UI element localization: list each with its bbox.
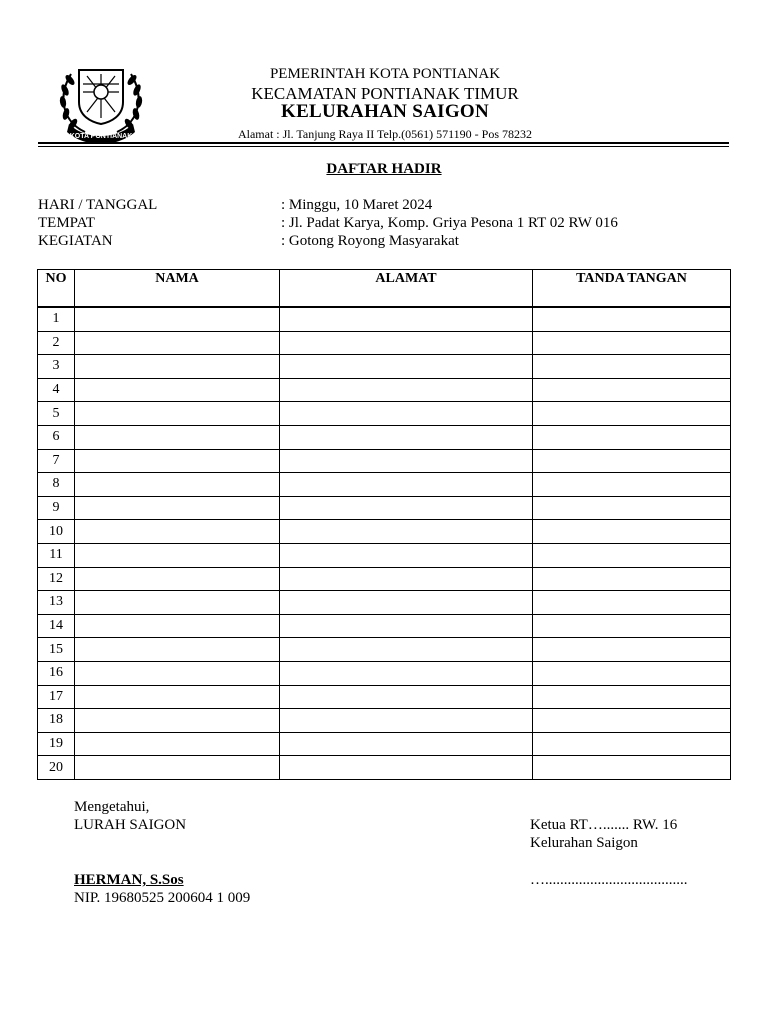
rt-village: Kelurahan Saigon xyxy=(530,835,638,851)
info-value-activity: : Gotong Royong Masyarakat xyxy=(281,233,459,249)
address-cell[interactable] xyxy=(280,449,533,473)
acknowledged-label: Mengetahui, xyxy=(74,799,150,815)
name-cell[interactable] xyxy=(75,402,280,426)
table-row xyxy=(38,685,731,709)
row-number: 7 xyxy=(38,449,75,473)
signature-cell[interactable] xyxy=(533,402,731,426)
signature-cell[interactable] xyxy=(533,709,731,733)
rt-head-title: Ketua RT…....... RW. 16 xyxy=(530,817,678,833)
name-cell[interactable] xyxy=(75,661,280,685)
table-row xyxy=(38,520,731,544)
rt-head-signature-line: …...................................... xyxy=(530,872,688,888)
name-cell[interactable] xyxy=(75,591,280,615)
address-cell[interactable] xyxy=(280,732,533,756)
address-cell[interactable] xyxy=(280,685,533,709)
row-number: 12 xyxy=(38,567,75,591)
row-number: 18 xyxy=(38,709,75,733)
table-header-row xyxy=(38,270,731,308)
address-cell[interactable] xyxy=(280,591,533,615)
attendance-table xyxy=(37,269,731,780)
name-cell[interactable] xyxy=(75,614,280,638)
address-cell[interactable] xyxy=(280,543,533,567)
info-label-date: HARI / TANGGAL xyxy=(38,197,158,213)
header-divider-thick xyxy=(38,142,729,144)
name-cell[interactable] xyxy=(75,449,280,473)
row-number: 2 xyxy=(38,331,75,355)
lurah-name: HERMAN, S.Sos xyxy=(74,872,184,888)
address-cell[interactable] xyxy=(280,473,533,497)
name-cell[interactable] xyxy=(75,638,280,662)
address-cell[interactable] xyxy=(280,661,533,685)
header-divider-thin xyxy=(38,146,729,147)
address-cell[interactable] xyxy=(280,756,533,780)
table-row xyxy=(38,331,731,355)
row-number: 19 xyxy=(38,732,75,756)
row-number: 13 xyxy=(38,591,75,615)
name-cell[interactable] xyxy=(75,756,280,780)
lurah-title: LURAH SAIGON xyxy=(74,817,187,833)
name-cell[interactable] xyxy=(75,543,280,567)
lurah-nip: NIP. 19680525 200604 1 009 xyxy=(74,890,251,906)
signature-cell[interactable] xyxy=(533,685,731,709)
table-row xyxy=(38,473,731,497)
name-cell[interactable] xyxy=(75,496,280,520)
row-number: 17 xyxy=(38,685,75,709)
name-cell[interactable] xyxy=(75,709,280,733)
signature-cell[interactable] xyxy=(533,567,731,591)
table-row xyxy=(38,756,731,780)
column-header-address: ALAMAT xyxy=(280,270,533,308)
signature-cell[interactable] xyxy=(533,355,731,379)
row-number: 8 xyxy=(38,473,75,497)
address-cell[interactable] xyxy=(280,709,533,733)
row-number: 5 xyxy=(38,402,75,426)
info-value-place: : Jl. Padat Karya, Komp. Griya Pesona 1 RT 02 RW 016 xyxy=(281,215,618,231)
table-row xyxy=(38,402,731,426)
row-number: 11 xyxy=(38,543,75,567)
address-cell[interactable] xyxy=(280,307,533,331)
column-header-name: NAMA xyxy=(75,270,280,308)
city-emblem-logo xyxy=(55,62,147,144)
row-number: 3 xyxy=(38,355,75,379)
signature-cell[interactable] xyxy=(533,378,731,402)
header-line-village: KELURAHAN SAIGON xyxy=(280,101,490,122)
table-row xyxy=(38,425,731,449)
name-cell[interactable] xyxy=(75,425,280,449)
address-cell[interactable] xyxy=(280,355,533,379)
table-row xyxy=(38,307,731,331)
row-number: 15 xyxy=(38,638,75,662)
signature-cell[interactable] xyxy=(533,732,731,756)
header-line-district: KECAMATAN PONTIANAK TIMUR xyxy=(251,84,519,103)
column-header-signature: TANDA TANGAN xyxy=(533,270,731,308)
name-cell[interactable] xyxy=(75,331,280,355)
address-cell[interactable] xyxy=(280,402,533,426)
document-title: DAFTAR HADIR xyxy=(326,161,442,177)
row-number: 16 xyxy=(38,661,75,685)
row-number: 6 xyxy=(38,425,75,449)
address-cell[interactable] xyxy=(280,567,533,591)
signature-cell[interactable] xyxy=(533,425,731,449)
signature-cell[interactable] xyxy=(533,756,731,780)
signature-cell[interactable] xyxy=(533,661,731,685)
table-row xyxy=(38,543,731,567)
name-cell[interactable] xyxy=(75,685,280,709)
row-number: 14 xyxy=(38,614,75,638)
signature-cell[interactable] xyxy=(533,331,731,355)
address-cell[interactable] xyxy=(280,520,533,544)
table-row xyxy=(38,709,731,733)
signature-cell[interactable] xyxy=(533,496,731,520)
signature-cell[interactable] xyxy=(533,307,731,331)
address-cell[interactable] xyxy=(280,614,533,638)
signature-cell[interactable] xyxy=(533,473,731,497)
table-row xyxy=(38,732,731,756)
name-cell[interactable] xyxy=(75,567,280,591)
address-cell[interactable] xyxy=(280,331,533,355)
table-row xyxy=(38,378,731,402)
address-cell[interactable] xyxy=(280,496,533,520)
row-number: 20 xyxy=(38,756,75,780)
table-row xyxy=(38,614,731,638)
info-label-place: TEMPAT xyxy=(38,215,95,231)
signature-cell[interactable] xyxy=(533,520,731,544)
address-cell[interactable] xyxy=(280,425,533,449)
table-row xyxy=(38,638,731,662)
name-cell[interactable] xyxy=(75,520,280,544)
row-number: 1 xyxy=(38,307,75,331)
column-header-no: NO xyxy=(38,270,75,308)
row-number: 10 xyxy=(38,520,75,544)
name-cell[interactable] xyxy=(75,732,280,756)
name-cell[interactable] xyxy=(75,473,280,497)
table-row xyxy=(38,496,731,520)
signature-cell[interactable] xyxy=(533,614,731,638)
signature-cell[interactable] xyxy=(533,591,731,615)
name-cell[interactable] xyxy=(75,307,280,331)
address-cell[interactable] xyxy=(280,378,533,402)
table-row xyxy=(38,355,731,379)
signature-cell[interactable] xyxy=(533,638,731,662)
address-cell[interactable] xyxy=(280,638,533,662)
name-cell[interactable] xyxy=(75,355,280,379)
info-value-date: : Minggu, 10 Maret 2024 xyxy=(281,197,433,213)
row-number: 4 xyxy=(38,378,75,402)
table-row xyxy=(38,661,731,685)
signature-cell[interactable] xyxy=(533,543,731,567)
logo-banner-text: KOTA PONTIANAK xyxy=(69,133,133,140)
name-cell[interactable] xyxy=(75,378,280,402)
header-address: Alamat : Jl. Tanjung Raya II Telp.(0561) 571190 - Pos 78232 xyxy=(237,127,533,141)
signature-cell[interactable] xyxy=(533,449,731,473)
info-label-activity: KEGIATAN xyxy=(38,233,113,249)
row-number: 9 xyxy=(38,496,75,520)
header-line-government: PEMERINTAH KOTA PONTIANAK xyxy=(269,66,501,82)
table-row xyxy=(38,591,731,615)
table-row xyxy=(38,567,731,591)
table-row xyxy=(38,449,731,473)
